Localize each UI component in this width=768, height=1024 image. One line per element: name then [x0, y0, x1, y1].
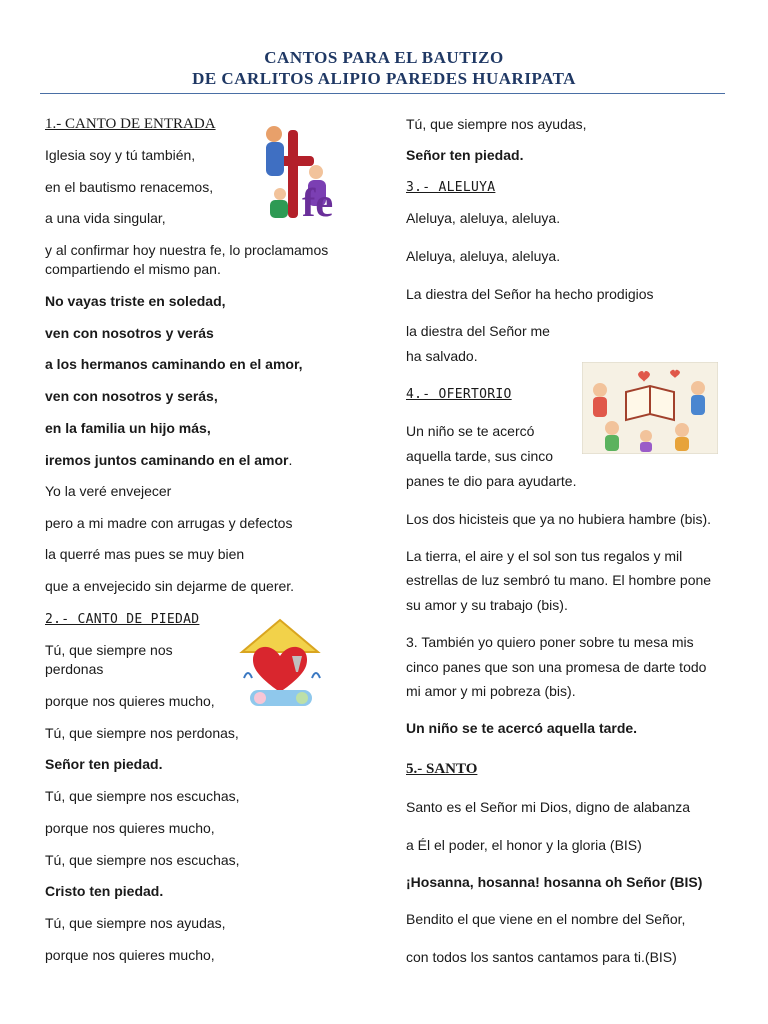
lyric-line: Los dos hicisteis que ya no hubiera hambre (bis).	[406, 511, 712, 527]
lyric-line: Iglesia soy y tú también,	[45, 147, 196, 163]
lyric-line: 3. También yo quiero poner sobre tu mesa mis	[406, 634, 694, 650]
lyric-line: Bendito el que viene en el nombre del Señor,	[406, 911, 686, 927]
lyric-line: perdonas	[45, 661, 104, 677]
lyric-line: Un niño se te acercó	[406, 423, 535, 439]
lyric-line: que a envejecido sin dejarme de querer.	[45, 578, 295, 594]
fe-clipart-illustration	[258, 120, 338, 222]
heart-chalice-illustration	[232, 612, 328, 712]
children-offering-illustration	[582, 362, 718, 454]
lyric-line: mi amor y mi pobreza (bis).	[406, 683, 576, 699]
section-heading-ofertorio: 4.- OFERTORIO	[406, 387, 512, 402]
lyric-line: aquella tarde, sus cinco	[406, 448, 554, 464]
lyric-line: cinco panes que son una promesa de darte todo	[406, 659, 707, 675]
chorus-line-with-period	[45, 451, 292, 470]
lyric-line: Tú, que siempre nos ayudas,	[406, 116, 587, 132]
chorus-line: ven con nosotros y verás	[45, 325, 214, 341]
chorus-line: a los hermanos caminando en el amor,	[45, 356, 303, 372]
lyric-line: porque nos quieres mucho,	[45, 947, 215, 963]
refrain-line: Un niño se te acercó aquella tarde.	[406, 720, 638, 736]
chorus-line: ven con nosotros y serás,	[45, 388, 218, 404]
section-heading-entrada: 1.- CANTO DE ENTRADA	[45, 116, 216, 132]
lyric-line: Santo es el Señor mi Dios, digno de alabanza	[406, 799, 691, 815]
chorus-line: en la familia un hijo más,	[45, 420, 211, 436]
lyric-line: Aleluya, aleluya, aleluya.	[406, 248, 561, 264]
response-line: Cristo ten piedad.	[45, 883, 164, 899]
lyric-line: Tú, que siempre nos perdonas,	[45, 725, 239, 741]
chorus-text: iremos juntos caminando en el amor	[45, 452, 289, 468]
lyric-line: estrellas de luz sembró tu mano. El hombre pone	[406, 572, 712, 588]
lyric-line: a una vida singular,	[45, 210, 166, 226]
lyric-line: Tú, que siempre nos escuchas,	[45, 788, 240, 804]
chorus-line: No vayas triste en soledad,	[45, 293, 226, 309]
lyric-line: La diestra del Señor ha hecho prodigios	[406, 286, 654, 302]
lyric-line: Yo la veré envejecer	[45, 483, 172, 499]
lyric-line: La tierra, el aire y el sol son tus regalos y mil	[406, 548, 683, 564]
lyric-line: porque nos quieres mucho,	[45, 820, 215, 836]
refrain-line: ¡Hosanna, hosanna! hosanna oh Señor (BIS)	[406, 874, 703, 890]
lyric-line: en el bautismo renacemos,	[45, 179, 214, 195]
lyric-line: porque nos quieres mucho,	[45, 693, 215, 709]
period: .	[288, 452, 293, 468]
lyric-line: con todos los santos cantamos para ti.(BIS)	[406, 949, 677, 965]
response-line: Señor ten piedad.	[406, 147, 524, 163]
document-title-line-2: DE CARLITOS ALIPIO PAREDES HUARIPATA	[192, 69, 576, 88]
section-heading-aleluya: 3.- ALELUYA	[406, 180, 496, 195]
response-line: Señor ten piedad.	[45, 756, 163, 772]
title-divider	[40, 93, 725, 94]
lyric-line: Tú, que siempre nos escuchas,	[45, 852, 240, 868]
lyric-line: Aleluya, aleluya, aleluya.	[406, 210, 561, 226]
fe-word: fe	[302, 180, 334, 222]
lyric-line: pero a mi madre con arrugas y defectos	[45, 515, 293, 531]
lyric-line: la querré mas pues se muy bien	[45, 546, 245, 562]
section-heading-piedad: 2.- CANTO DE PIEDAD	[45, 612, 200, 627]
document-title-line-1: CANTOS PARA EL BAUTIZO	[264, 48, 504, 67]
lyric-line: a Él el poder, el honor y la gloria (BIS)	[406, 837, 642, 853]
section-heading-santo: 5.- SANTO	[406, 761, 478, 777]
lyric-line: Tú, que siempre nos	[45, 642, 173, 658]
lyric-line: ha salvado.	[406, 348, 478, 364]
lyric-line: su amor y su trabajo (bis).	[406, 597, 568, 613]
lyric-line: Tú, que siempre nos ayudas,	[45, 915, 226, 931]
lyric-line: y al confirmar hoy nuestra fe, lo proclamamos	[45, 242, 329, 258]
lyric-line: compartiendo el mismo pan.	[45, 261, 221, 277]
lyric-line: panes te dio para ayudarte.	[406, 473, 577, 489]
lyric-line: la diestra del Señor me	[406, 323, 550, 339]
